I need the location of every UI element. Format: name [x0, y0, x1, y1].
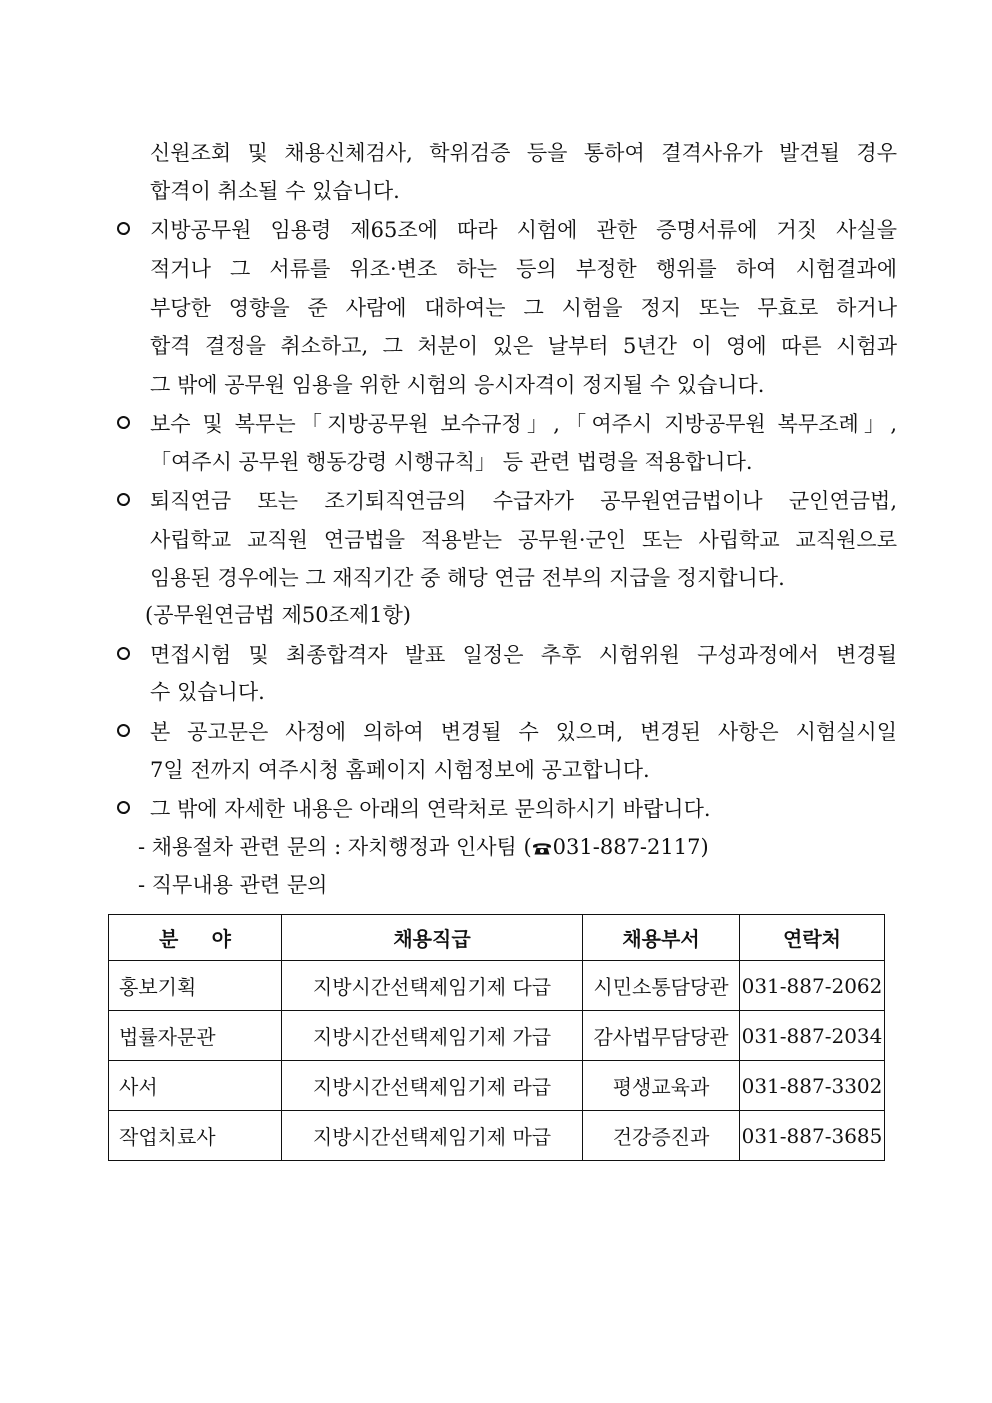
grade-cell: 지방시간선택제임기제 라급: [282, 1061, 583, 1111]
paragraph-text: 퇴직연금 또는 조기퇴직연금의 수급자가 공무원연금법이나 군인연금법,: [150, 489, 897, 513]
bullet-item: [0, 790, 992, 828]
phone-cell: 031-887-2062: [740, 961, 885, 1011]
text-line: [0, 673, 992, 711]
paragraph-text: 합격 결정을 취소하고, 그 처분이 있은 날부터 5년간 이 영에 따른 시험과: [150, 334, 897, 358]
paragraph-text: 7일 전까지 여주시청 홈페이지 시험정보에 공고합니다.: [150, 758, 650, 782]
paragraph-text: 사립학교 교직원 연금법을 적용받는 공무원·군인 또는 사립학교 교직원으로: [150, 528, 897, 552]
bullet-item: [0, 211, 992, 249]
table-row: [109, 1061, 885, 1111]
text-line: [0, 327, 992, 365]
department-cell: 평생교육과: [583, 1061, 740, 1111]
bullet-item: [0, 405, 992, 443]
paragraph-text: 그 밖에 공무원 임용을 위한 시험의 응시자격이 정지될 수 있습니다.: [150, 373, 765, 397]
paragraph-text: (공무원연금법 제50조제1항): [145, 603, 412, 627]
text-line: [0, 289, 992, 327]
circle-bullet-icon: [117, 493, 130, 506]
contact-text: [138, 828, 709, 866]
paragraph-text: 수 있습니다.: [150, 680, 265, 704]
field-cell: 홍보기획: [109, 961, 282, 1011]
department-cell: 감사법무담당관: [583, 1011, 740, 1061]
paragraph-text: 합격이 취소될 수 있습니다.: [150, 179, 400, 203]
text-line: [0, 443, 992, 481]
text-line: [0, 134, 992, 172]
table-row: [109, 1111, 885, 1161]
circle-bullet-icon: [117, 416, 130, 429]
phone-cell: 031-887-2034: [740, 1011, 885, 1061]
bullet-item: [0, 713, 992, 751]
contact-phone: 031-887-2117): [552, 835, 709, 859]
paragraph-text: 적거나 그 서류를 위조·변조 하는 등의 부정한 행위를 하여 시험결과에: [150, 257, 897, 281]
circle-bullet-icon: [117, 222, 130, 235]
phone-cell: 031-887-3302: [740, 1061, 885, 1111]
circle-bullet-icon: [117, 647, 130, 660]
department-cell: 건강증진과: [583, 1111, 740, 1161]
table-row: [109, 961, 885, 1011]
contact-prefix: - 채용절차 관련 문의 : 자치행정과 인사팀 (: [138, 835, 532, 859]
paragraph-text: 면접시험 및 최종합격자 발표 일정은 추후 시험위원 구성과정에서 변경될: [150, 643, 897, 667]
paragraph-text: 지방공무원 임용령 제65조에 따라 시험에 관한 증명서류에 거짓 사실을: [150, 218, 897, 242]
grade-cell: 지방시간선택제임기제 마급: [282, 1111, 583, 1161]
paragraph-text: 그 밖에 자세한 내용은 아래의 연락처로 문의하시기 바랍니다.: [150, 797, 711, 821]
department-cell: 시민소통담당관: [583, 961, 740, 1011]
bullet-item: [0, 482, 992, 520]
text-line: [0, 172, 992, 210]
table-row: [109, 1011, 885, 1061]
text-line: [0, 596, 992, 634]
field-cell: 사서: [109, 1061, 282, 1111]
grade-cell: 지방시간선택제임기제 다급: [282, 961, 583, 1011]
text-line: [0, 866, 992, 904]
header-contact: 연락처: [740, 915, 885, 961]
text-line: [0, 366, 992, 404]
field-cell: 법률자문관: [109, 1011, 282, 1061]
circle-bullet-icon: [117, 724, 130, 737]
text-line: [0, 559, 992, 597]
header-grade: 채용직급: [282, 915, 583, 961]
text-line: [0, 751, 992, 789]
paragraph-text: - 직무내용 관련 문의: [138, 873, 328, 897]
contact-line: [0, 828, 992, 866]
paragraph-text: 임용된 경우에는 그 재직기간 중 해당 연금 전부의 지급을 정지합니다.: [150, 566, 785, 590]
paragraph-text: 보수 및 복무는「지방공무원 보수규정」,「여주시 지방공무원 복무조례」,: [150, 412, 897, 436]
header-department: 채용부서: [583, 915, 740, 961]
header-field: 분 야: [109, 915, 282, 961]
telephone-icon: [532, 841, 552, 855]
paragraph-text: 부당한 영향을 준 사람에 대하여는 그 시험을 정지 또는 무효로 하거나: [150, 296, 897, 320]
phone-cell: 031-887-3685: [740, 1111, 885, 1161]
paragraph-text: 본 공고문은 사정에 의하여 변경될 수 있으며, 변경된 사항은 시험실시일: [150, 720, 897, 744]
paragraph-text: 「여주시 공무원 행동강령 시행규칙」 등 관련 법령을 적용합니다.: [150, 450, 753, 474]
field-cell: 작업치료사: [109, 1111, 282, 1161]
table-header-row: [109, 915, 885, 961]
paragraph-text: 신원조회 및 채용신체검사, 학위검증 등을 통하여 결격사유가 발견될 경우: [150, 141, 897, 165]
circle-bullet-icon: [117, 801, 130, 814]
text-line: [0, 521, 992, 559]
contact-table: [108, 914, 885, 1161]
grade-cell: 지방시간선택제임기제 가급: [282, 1011, 583, 1061]
text-line: [0, 250, 992, 288]
bullet-item: [0, 636, 992, 674]
